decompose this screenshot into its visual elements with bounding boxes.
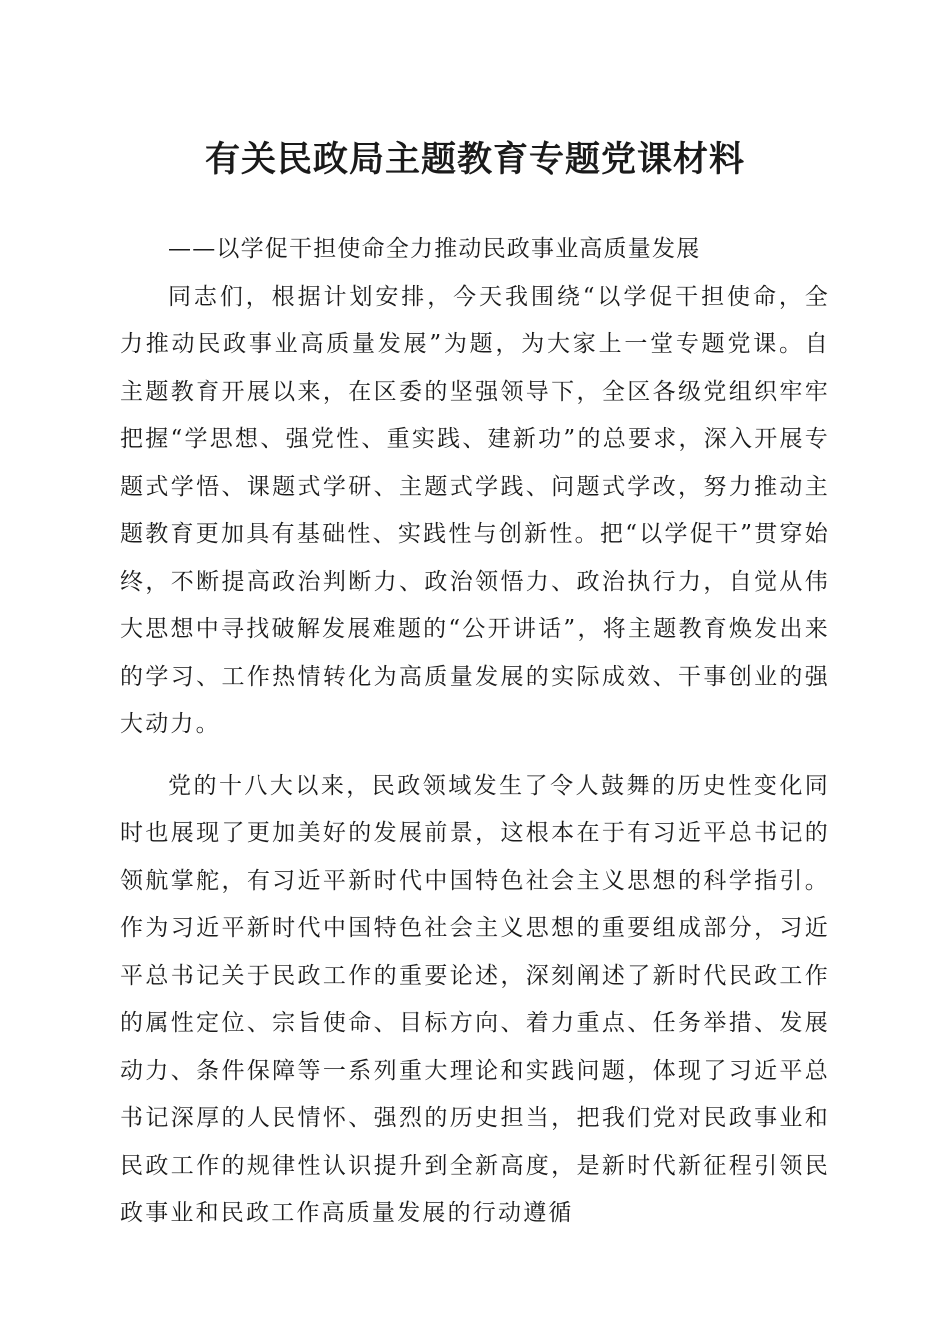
document-title: 有关民政局主题教育专题党课材料 [204, 139, 745, 180]
document-body [120, 226, 830, 1238]
paragraph-1: 同志们，根据计划安排，今天我围绕“以学促干担使命，全力推动民政事业高质量发展”为题，为大家上一堂专题党课。自主题教育开展以来，在区委的坚强领导下，全区各级党组织牢牢把握“学思想、强党性、重实践、建新功”的总要求，深入开展专题式学悟、课题式学研、主题式学践、问题式学改，努力推动主题教育更加具有基础性、实践性与创新性。把“以学促干”贯穿始终，不断提高政治判断力、政治领悟力、政治执行力，自觉从伟大思想中寻找破解发展难题的“公开讲话”，将主题教育焕发出来的学习、工作热情转化为高质量发展的实际成效、干事创业的强大动力。 [120, 283, 830, 737]
document-subtitle: ——以学促干担使命全力推动民政事业高质量发展 [168, 236, 701, 262]
paragraph-2: 党的十八大以来，民政领域发生了令人鼓舞的历史性变化同时也展现了更加美好的发展前景，这根本在于有习近平总书记的领航掌舵，有习近平新时代中国特色社会主义思想的科学指引。作为习近平新时代中国特色社会主义思想的重要组成部分，习近平总书记关于民政工作的重要论述，深刻阐述了新时代民政工作的属性定位、宗旨使命、目标方向、着力重点、任务举措、发展动力、条件保障等一系列重大理论和实践问题，体现了习近平总书记深厚的人民情怀、强烈的历史担当，把我们党对民政事业和民政工作的规律性认识提升到全新高度，是新时代新征程引领民政事业和民政工作高质量发展的行动遵循 [120, 772, 830, 1226]
